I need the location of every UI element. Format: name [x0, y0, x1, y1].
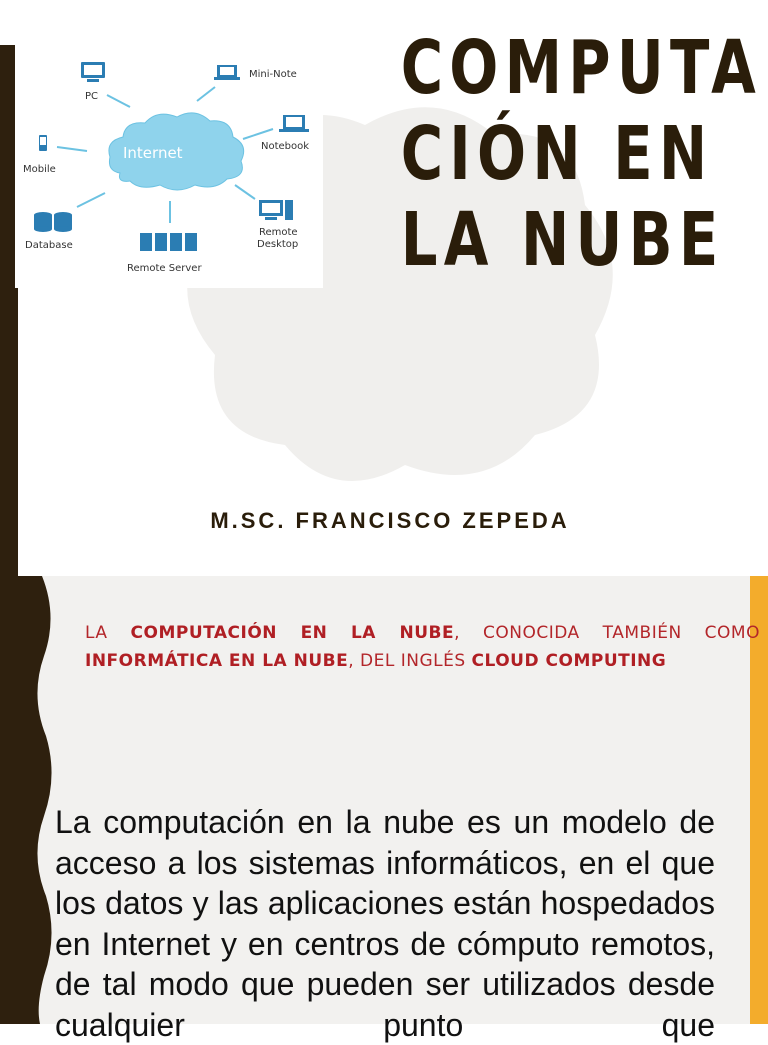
- remote-server-icon: [140, 233, 197, 251]
- pc-icon: [81, 62, 105, 82]
- slide-title: [400, 25, 762, 283]
- definition-slide: [0, 576, 768, 1043]
- mini-note-icon: [214, 65, 240, 80]
- intro-paragraph: [85, 619, 760, 675]
- pc-label: PC: [85, 91, 99, 102]
- cloud-network-diagram: [15, 45, 323, 288]
- mobile-icon: [39, 135, 47, 151]
- term-computacion-en-la-nube: COMPUTACIÓN EN LA NUBE: [130, 623, 455, 643]
- title-line-3: LA NUBE: [400, 197, 725, 283]
- intro-text-1: LA: [85, 623, 131, 643]
- intro-text-2: , CONOCIDA TAMBIÉN COMO: [454, 623, 760, 643]
- term-informatica-en-la-nube: INFORMÁTICA EN LA NUBE: [85, 651, 349, 671]
- intro-text-3: , DEL INGLÉS: [348, 651, 472, 671]
- notebook-icon: [279, 115, 309, 132]
- internet-label: Internet: [123, 144, 183, 162]
- title-line-1: COMPUTA: [400, 25, 762, 111]
- remote-desktop-label-2: Desktop: [257, 239, 299, 250]
- mobile-label: Mobile: [23, 164, 56, 175]
- database-icon: [34, 212, 72, 232]
- remote-desktop-label-1: Remote: [259, 227, 298, 238]
- title-line-2: CIÓN EN: [400, 111, 714, 197]
- database-label: Database: [25, 240, 73, 251]
- remote-server-label: Remote Server: [127, 263, 202, 274]
- remote-desktop-icon: [259, 200, 293, 220]
- notebook-label: Notebook: [261, 141, 310, 152]
- term-cloud-computing: CLOUD COMPUTING: [471, 651, 667, 671]
- author-name: M.SC. FRANCISCO ZEPEDA: [210, 508, 570, 533]
- mini-note-label: Mini-Note: [249, 69, 297, 80]
- definition-body: La computación en la nube es un modelo de acceso a los sistemas informáticos, en el que los datos y las aplicaciones están hospedados en Internet y en centros de cómputo remotos, de tal modo que pueden ser utilizados desde cualquier punto que: [55, 804, 715, 1043]
- left-wave-decoration: [0, 576, 60, 1024]
